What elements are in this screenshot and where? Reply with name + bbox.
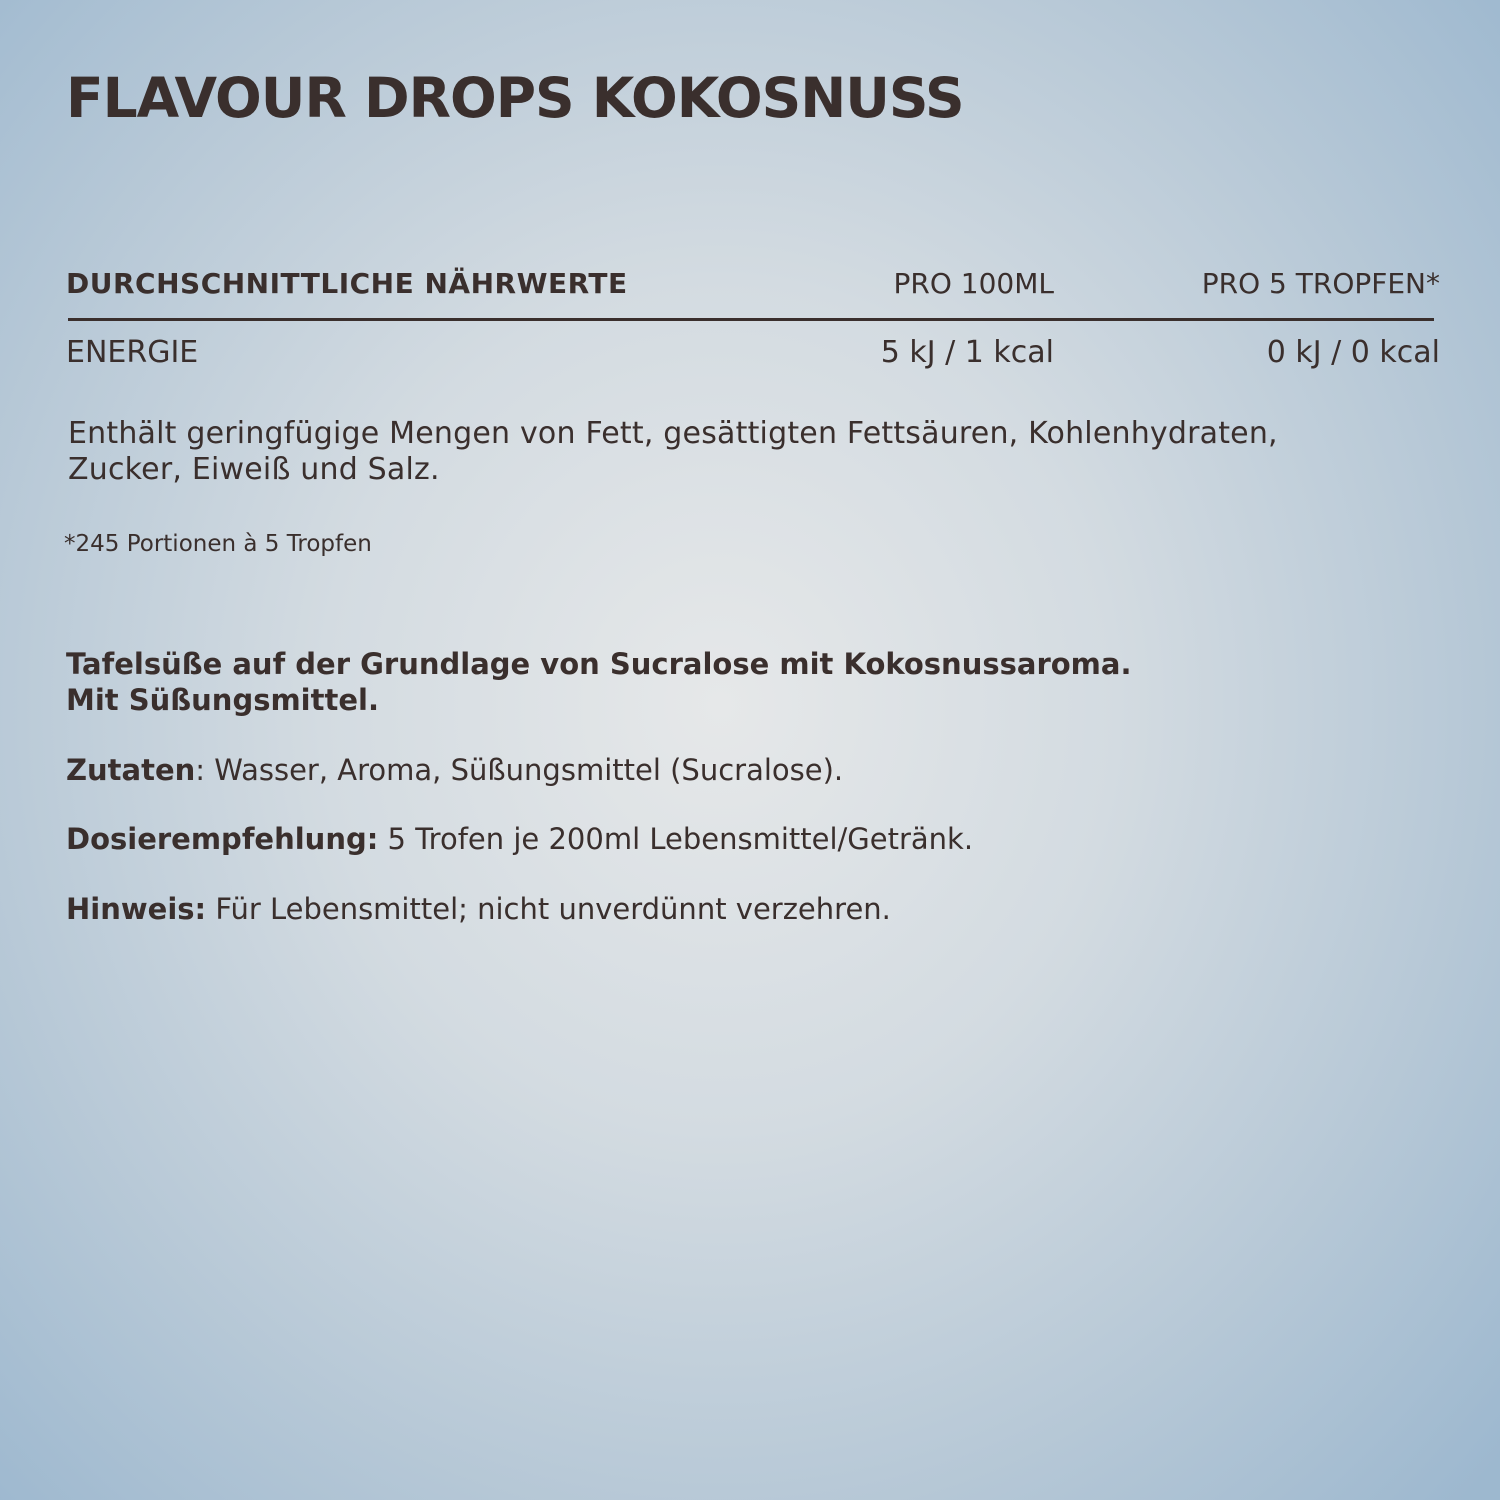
- header-per-5-drops: PRO 5 TROPFEN*: [1201, 267, 1440, 300]
- usage-hint: [66, 891, 891, 927]
- dosage-recommendation: [66, 821, 973, 857]
- ingredients: [66, 752, 843, 788]
- energy-per-100ml: 5 kJ / 1 kcal: [880, 335, 1054, 370]
- hint-label: Hinweis:: [66, 892, 207, 926]
- dosage-label: Dosierempfehlung:: [66, 822, 379, 856]
- product-title: FLAVOUR DROPS KOKOSNUSS: [66, 66, 964, 130]
- description-line-2: Mit Süßungsmittel.: [66, 683, 379, 717]
- header-nutrients-label: DURCHSCHNITTLICHE NÄHRWERTE: [66, 267, 628, 300]
- ingredients-text: : Wasser, Aroma, Süßungsmittel (Sucralose).: [195, 753, 844, 787]
- portions-footnote: *245 Portionen à 5 Tropfen: [64, 531, 372, 557]
- product-description: [66, 646, 1131, 718]
- header-per-100ml: PRO 100ML: [893, 267, 1054, 300]
- dosage-text: 5 Trofen je 200ml Lebensmittel/Getränk.: [378, 822, 974, 856]
- energy-per-5-drops: 0 kJ / 0 kcal: [1266, 335, 1440, 370]
- energy-label: ENERGIE: [66, 335, 199, 370]
- trace-amounts-note: Enthält geringfügige Mengen von Fett, gesättigten Fettsäuren, Kohlenhydraten, Zucker, Eiweiß und Salz.: [68, 416, 1278, 487]
- ingredients-label: Zutaten: [66, 753, 196, 787]
- table-divider: [68, 318, 1434, 321]
- hint-text: Für Lebensmittel; nicht unverdünnt verzehren.: [206, 892, 891, 926]
- nutrition-table-header: [66, 262, 1440, 310]
- nutrition-table: [66, 262, 1440, 379]
- table-row: [66, 331, 1440, 379]
- description-line-1: Tafelsüße auf der Grundlage von Sucralose mit Kokosnussaroma.: [66, 647, 1132, 681]
